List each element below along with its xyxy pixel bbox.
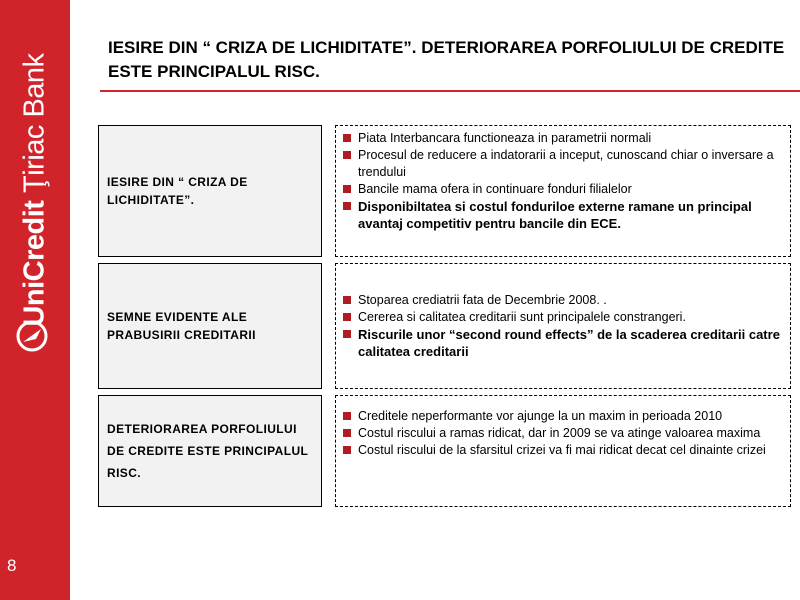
square-bullet-icon [343,313,351,321]
list-item-text: Procesul de reducere a indatorarii a inceput, cunoscand chiar o inversare a trendului [358,148,774,179]
row-content-lichiditate [335,125,791,257]
square-bullet-icon [343,446,351,454]
list-item-text: Bancile mama ofera in continuare fonduri filialelor [358,182,632,196]
list-item [342,309,784,326]
list-item [342,425,766,442]
list-item [342,326,784,360]
square-bullet-icon [343,330,351,338]
list-item-text: Stoparea crediatrii fata de Decembrie 2008. . [358,293,607,307]
square-bullet-icon [343,134,351,142]
square-bullet-icon [343,202,351,210]
list-item-text: Cererea si calitatea creditarii sunt principalele constrangeri. [358,310,686,324]
list-item [342,147,784,181]
bullet-list [342,292,784,360]
bullet-list [342,408,766,459]
row-content-deteriorare [335,395,791,507]
brand-name-strong: UniCredit [18,200,51,327]
square-bullet-icon [343,429,351,437]
list-item [342,292,784,309]
list-item [342,408,766,425]
square-bullet-icon [343,296,351,304]
row-label-text: IESIRE DIN “ CRIZA DE LICHIDITATE”. [107,175,248,207]
list-item-text: Costul riscului de la sfarsitul crizei va fi mai ridicat decat cel dinainte crizei [358,443,766,457]
square-bullet-icon [343,185,351,193]
brand-logo [0,18,70,348]
row-label-text: DETERIORAREA PORFOLIULUI DE CREDITE ESTE PRINCIPALUL RISC. [107,422,309,480]
brand-name-rest: Ţiriac Bank [18,53,51,201]
page-title: IESIRE DIN “ CRIZA DE LICHIDITATE”. DETERIORAREA PORFOLIULUI DE CREDITE ESTE PRINCIPALUL RISC. [108,38,785,81]
row-label-prabusire [98,263,322,389]
page-number: 8 [7,556,17,575]
list-item [342,130,784,147]
list-item-text: Piata Interbancara functioneaza in parametrii normali [358,131,652,145]
title-divider [100,90,800,92]
brand-logo-text [19,53,52,326]
list-item [342,442,766,459]
list-item [342,181,784,198]
unicredit-symbol-icon [16,320,48,352]
square-bullet-icon [343,151,351,159]
list-item-text: Costul riscului a ramas ridicat, dar in 2009 se va atinge valoarea maxima [358,426,761,440]
list-item-text: Riscurile unor “second round effects” de la scaderea creditarii catre calitatea creditarii [358,327,780,359]
bullet-list [342,130,784,232]
row-label-deteriorare [98,395,322,507]
row-content-prabusire [335,263,791,389]
list-item-text: Disponibiltatea si costul fonduriloe externe ramane un principal avantaj competitiv pentru bancile din ECE. [358,199,752,231]
row-label-text: SEMNE EVIDENTE ALE PRABUSIRII CREDITARII [107,310,256,342]
brand-sidebar [0,0,70,600]
row-label-lichiditate [98,125,322,257]
list-item [342,198,784,232]
square-bullet-icon [343,412,351,420]
list-item-text: Creditele neperformante vor ajunge la un maxim in perioada 2010 [358,409,723,423]
